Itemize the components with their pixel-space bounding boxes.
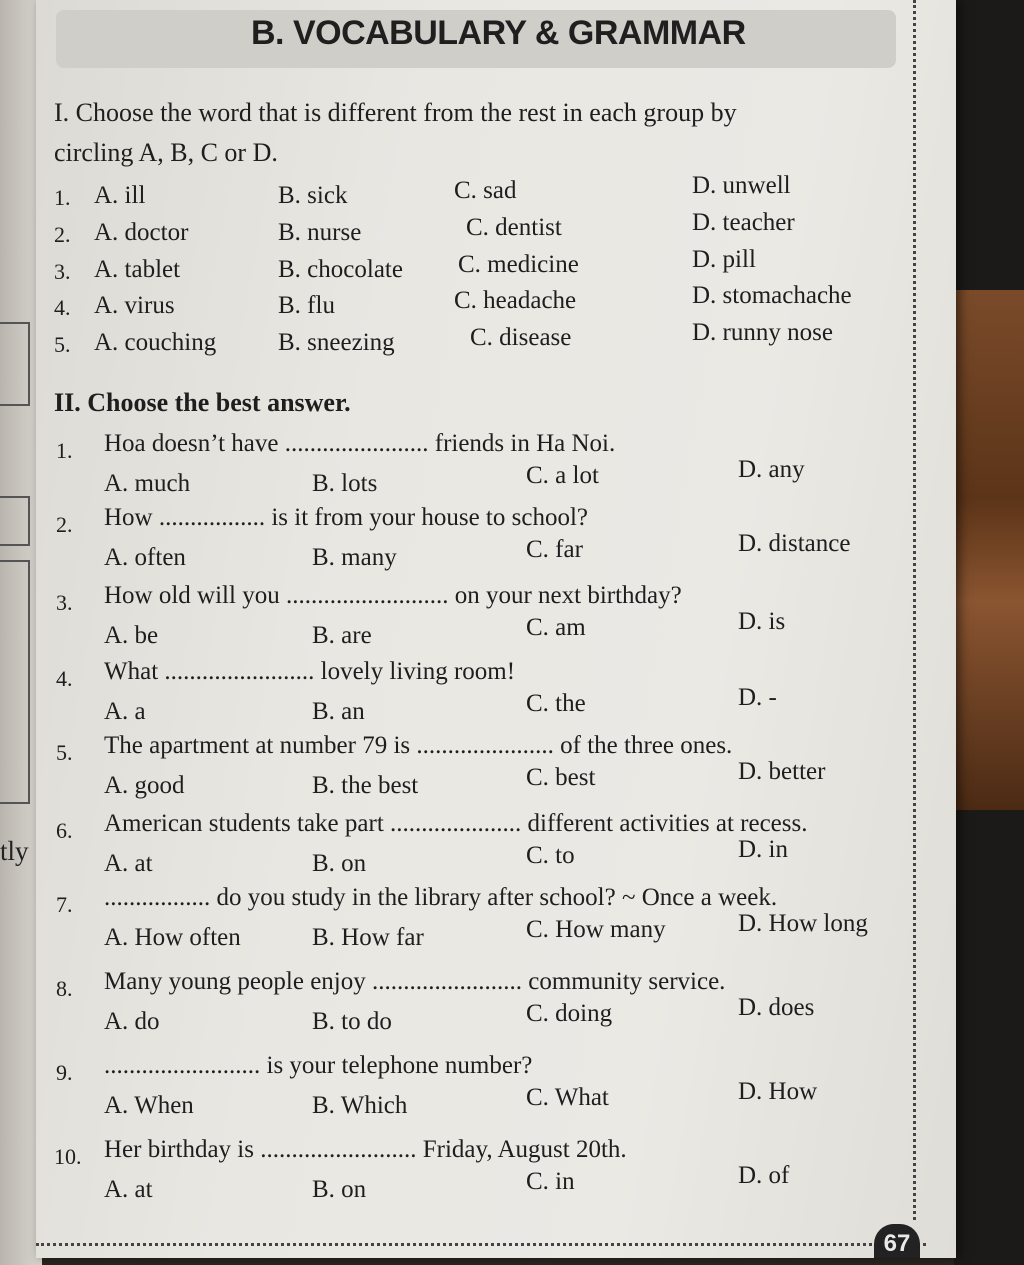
question-number: 4. [56,666,73,691]
answer-option-d[interactable]: D. How [738,1078,818,1105]
answer-option-c[interactable]: C. far [526,536,583,563]
section1-option-b: B. flu [278,292,335,319]
answer-option-a[interactable]: A. good [104,772,185,799]
answer-option-b[interactable]: B. How far [312,924,424,951]
answer-option-c[interactable]: C. What [526,1084,609,1111]
answer-option-a[interactable]: A. much [104,470,191,497]
question-text: How ................. is it from your house to school? [104,504,588,531]
section1-option-d: D. unwell [692,172,791,199]
answer-option-c[interactable]: C. How many [526,916,666,943]
section1-option-b: B. nurse [278,219,362,246]
answer-option-c[interactable]: C. am [526,614,586,641]
question-number: 1. [56,438,73,463]
worksheet-page [36,0,956,1258]
answer-option-b[interactable]: B. Which [312,1092,408,1119]
answer-option-c[interactable]: C. best [526,764,596,791]
section1-option-c: C. disease [470,324,572,351]
answer-option-a[interactable]: A. at [104,850,153,877]
question-number: 9. [56,1060,73,1085]
section1-item-number: 4. [54,295,71,320]
answer-option-b[interactable]: B. on [312,1176,367,1203]
answer-option-b[interactable]: B. many [312,544,397,571]
question-number: 10. [54,1144,82,1169]
answer-option-a[interactable]: A. When [104,1092,194,1119]
answer-option-d[interactable]: D. in [738,836,788,863]
section1-option-b: B. sneezing [278,329,395,356]
question-text: American students take part ..................... different activities at recess. [104,810,808,837]
question-text: Many young people enjoy ........................ community service. [104,968,726,995]
question-number: 2. [56,512,73,537]
question-number: 6. [56,818,73,843]
question-text: Her birthday is ......................... Friday, August 20th. [104,1136,627,1163]
section1-option-a: A. doctor [94,219,189,246]
section1-item-number: 2. [54,222,71,247]
answer-option-d[interactable]: D. does [738,994,815,1021]
answer-option-a[interactable]: A. do [104,1008,160,1035]
answer-option-a[interactable]: A. be [104,622,159,649]
section1-option-c: C. headache [454,287,577,314]
section1-option-d: D. runny nose [692,319,833,346]
section1-option-c: C. sad [454,177,517,204]
answer-option-b[interactable]: B. to do [312,1008,392,1035]
section1-item-number: 5. [54,332,71,357]
question-text: ................. do you study in the library after school? ~ Once a week. [104,884,778,911]
answer-option-a[interactable]: A. a [104,698,146,725]
question-number: 3. [56,590,73,615]
answer-option-c[interactable]: C. doing [526,1000,613,1027]
answer-option-a[interactable]: A. often [104,544,186,571]
question-number: 8. [56,976,73,1001]
question-text: How old will you .......................... on your next birthday? [104,582,682,609]
adjacent-page-box [0,560,30,804]
answer-option-c[interactable]: C. the [526,690,586,717]
section1-instruction: I. Choose the word that is different from the rest in each group by [54,98,737,127]
section1-option-c: C. dentist [466,214,562,241]
section1-option-b: B. chocolate [278,256,403,283]
answer-option-a[interactable]: A. How often [104,924,241,951]
answer-option-c[interactable]: C. to [526,842,575,869]
answer-option-c[interactable]: C. in [526,1168,575,1195]
question-text: Hoa doesn’t have ....................... friends in Ha Noi. [104,430,616,457]
page-number: 67 [874,1224,920,1258]
answer-option-d[interactable]: D. any [738,456,805,483]
question-text: ......................... is your telephone number? [104,1052,533,1079]
answer-option-b[interactable]: B. on [312,850,367,877]
answer-option-d[interactable]: D. is [738,608,786,635]
section1-option-a: A. tablet [94,256,181,283]
answer-option-b[interactable]: B. lots [312,470,378,497]
adjacent-page-box [0,322,30,406]
section1-option-a: A. virus [94,292,175,319]
section1-option-a: A. couching [94,329,217,356]
section1-instruction-cont: circling A, B, C or D. [54,138,278,167]
answer-option-b[interactable]: B. an [312,698,365,725]
answer-option-a[interactable]: A. at [104,1176,153,1203]
answer-option-c[interactable]: C. a lot [526,462,599,489]
section1-item-number: 1. [54,185,71,210]
section1-option-d: D. stomachache [692,282,852,309]
section2-instruction: II. Choose the best answer. [54,388,351,417]
question-number: 7. [56,892,73,917]
answer-option-d[interactable]: D. distance [738,530,851,557]
section1-option-b: B. sick [278,182,348,209]
background-wood [954,290,1024,810]
answer-option-d[interactable]: D. - [738,684,777,711]
answer-option-d[interactable]: D. of [738,1162,790,1189]
section1-item-number: 3. [54,259,71,284]
dotted-border-bottom [36,1243,926,1246]
section1-option-d: D. pill [692,246,756,273]
question-text: The apartment at number 79 is ...................... of the three ones. [104,732,733,759]
answer-option-d[interactable]: D. better [738,758,826,785]
question-number: 5. [56,740,73,765]
section1-option-c: C. medicine [458,251,579,278]
answer-option-d[interactable]: D. How long [738,910,868,937]
page-title: B. VOCABULARY & GRAMMAR [251,14,746,52]
dotted-border-right [913,0,916,1220]
section1-option-a: A. ill [94,182,146,209]
answer-option-b[interactable]: B. are [312,622,372,649]
answer-option-b[interactable]: B. the best [312,772,419,799]
adjacent-page-text: tly [0,836,29,866]
adjacent-page-box [0,496,30,546]
section1-option-d: D. teacher [692,209,795,236]
question-text: What ........................ lovely living room! [104,658,516,685]
